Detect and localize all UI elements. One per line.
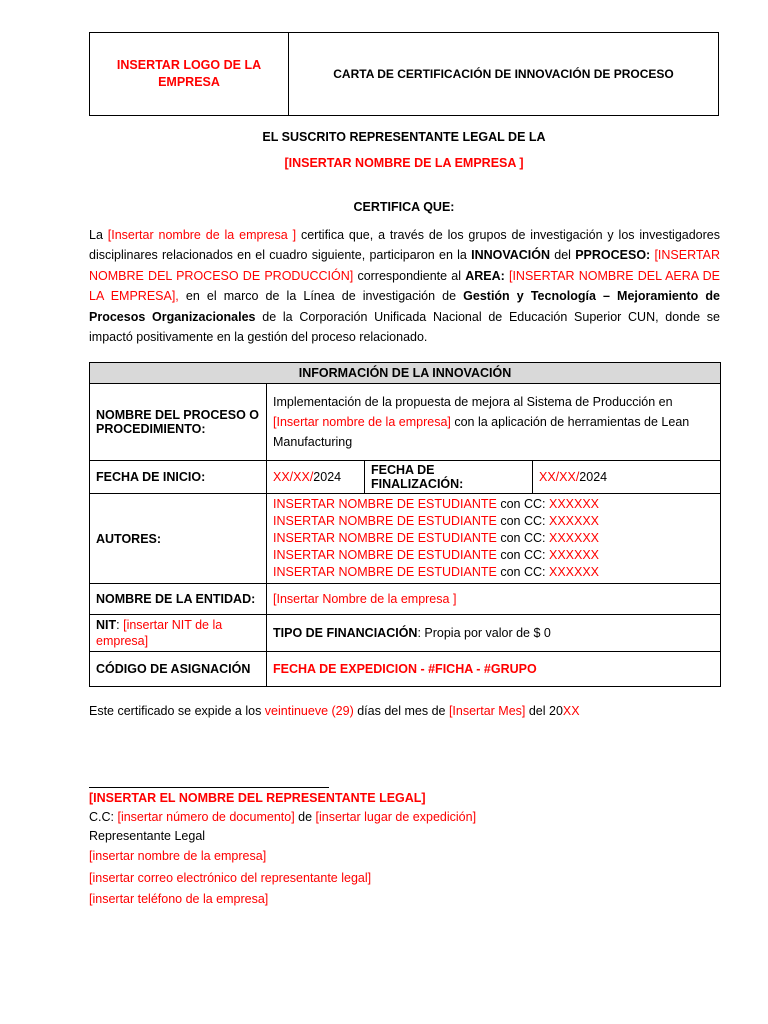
document-title: CARTA DE CERTIFICACIÓN DE INNOVACIÓN DE PROCESO <box>333 67 674 81</box>
company-placeholder: [Insertar nombre de la empresa ] <box>107 228 297 242</box>
table-row <box>90 494 721 584</box>
area-placeholder: [INSERTAR NOMBRE DEL AERA DE LA EMPRESA], <box>89 268 720 304</box>
author-line: INSERTAR NOMBRE DE ESTUDIANTE con CC: XXXXXX <box>273 531 600 545</box>
table-row <box>90 461 721 494</box>
entity-label: NOMBRE DE LA ENTIDAD: <box>90 584 267 615</box>
start-date-label: FECHA DE INICIO: <box>90 461 267 494</box>
closing-sentence: Este certificado se expide a los veintinueve (29) días del mes de [Insertar Mes] del 20XX <box>89 704 580 718</box>
entity-value: [Insertar Nombre de la empresa ] <box>267 584 721 615</box>
author-line: INSERTAR NOMBRE DE ESTUDIANTE con CC: XXXXXX <box>273 514 600 528</box>
representative-role: Representante Legal <box>89 829 206 843</box>
certification-paragraph: La [Insertar nombre de la empresa ] certifica que, a través de los grupos de investigación y los investigadores disciplinares relacionados en el cuadro siguiente, participaron en la INNOVACIÓN del PPROCESO: [INSERTAR NOMBRE DEL PROCESO DE PRODUCCIÓN] correspondiente al AREA: [INSERTAR NOMBRE DEL AERA DE LA EMPRESA], en el marco de la Línea de investigación de Gestión y Tecnología – Mejoramiento de Procesos Organizacionales de la Corporación Unificada Nacional de Educación Superior CUN, donde se impactó positivamente en la gestión del proceso relacionado. <box>89 228 721 345</box>
process-label: NOMBRE DEL PROCESO O PROCEDIMIENTO: <box>90 384 267 461</box>
author-line: INSERTAR NOMBRE DE ESTUDIANTE con CC: XXXXXX <box>273 565 600 579</box>
representative-cc: C.C: [insertar número de documento] de [insertar lugar de expedición] <box>89 810 477 824</box>
process-placeholder: [INSERTAR NOMBRE DEL PROCESO DE PRODUCCIÓN] <box>89 248 720 283</box>
author-line: INSERTAR NOMBRE DE ESTUDIANTE con CC: XXXXXX <box>273 548 600 562</box>
logo-placeholder: INSERTAR LOGO DE LA EMPRESA <box>90 33 289 115</box>
funding-cell: TIPO DE FINANCIACIÓN: Propia por valor de $ 0 <box>267 615 721 652</box>
intro-line: EL SUSCRITO REPRESENTANTE LEGAL DE LA <box>262 130 546 144</box>
certifica-heading: CERTIFICA QUE: <box>353 200 455 214</box>
nit-cell: NIT: [insertar NIT de la empresa] <box>90 615 267 652</box>
table-heading: INFORMACIÓN DE LA INNOVACIÓN <box>90 363 721 384</box>
table-row <box>90 384 721 461</box>
signature-company: [insertar nombre de la empresa] <box>89 849 267 863</box>
authors-label: AUTORES: <box>90 494 267 584</box>
code-label: CÓDIGO DE ASIGNACIÓN <box>90 652 267 687</box>
start-date-value: XX/XX/2024 <box>267 461 365 494</box>
signature-phone: [insertar teléfono de la empresa] <box>89 892 269 906</box>
representative-name: [INSERTAR EL NOMBRE DEL REPRESENTANTE LEGAL] <box>89 791 426 805</box>
code-value: FECHA DE EXPEDICION - #FICHA - #GRUPO <box>267 652 721 687</box>
header-box <box>89 32 719 116</box>
innovation-info-table <box>89 362 721 687</box>
company-name-placeholder: [INSERTAR NOMBRE DE LA EMPRESA ] <box>284 156 524 170</box>
table-row <box>90 652 721 687</box>
author-line: INSERTAR NOMBRE DE ESTUDIANTE con CC: XXXXXX <box>273 497 600 511</box>
signature-email: [insertar correo electrónico del representante legal] <box>89 871 372 885</box>
authors-list <box>267 494 721 584</box>
end-date-label: FECHA DE FINALIZACIÓN: <box>365 461 533 494</box>
table-header-row <box>90 363 721 384</box>
end-date-value: XX/XX/2024 <box>533 461 721 494</box>
table-row <box>90 615 721 652</box>
table-row <box>90 584 721 615</box>
process-value: Implementación de la propuesta de mejora al Sistema de Producción en [Insertar nombre de la empresa] con la aplicación de herramientas de Lean Manufacturing <box>267 384 721 461</box>
